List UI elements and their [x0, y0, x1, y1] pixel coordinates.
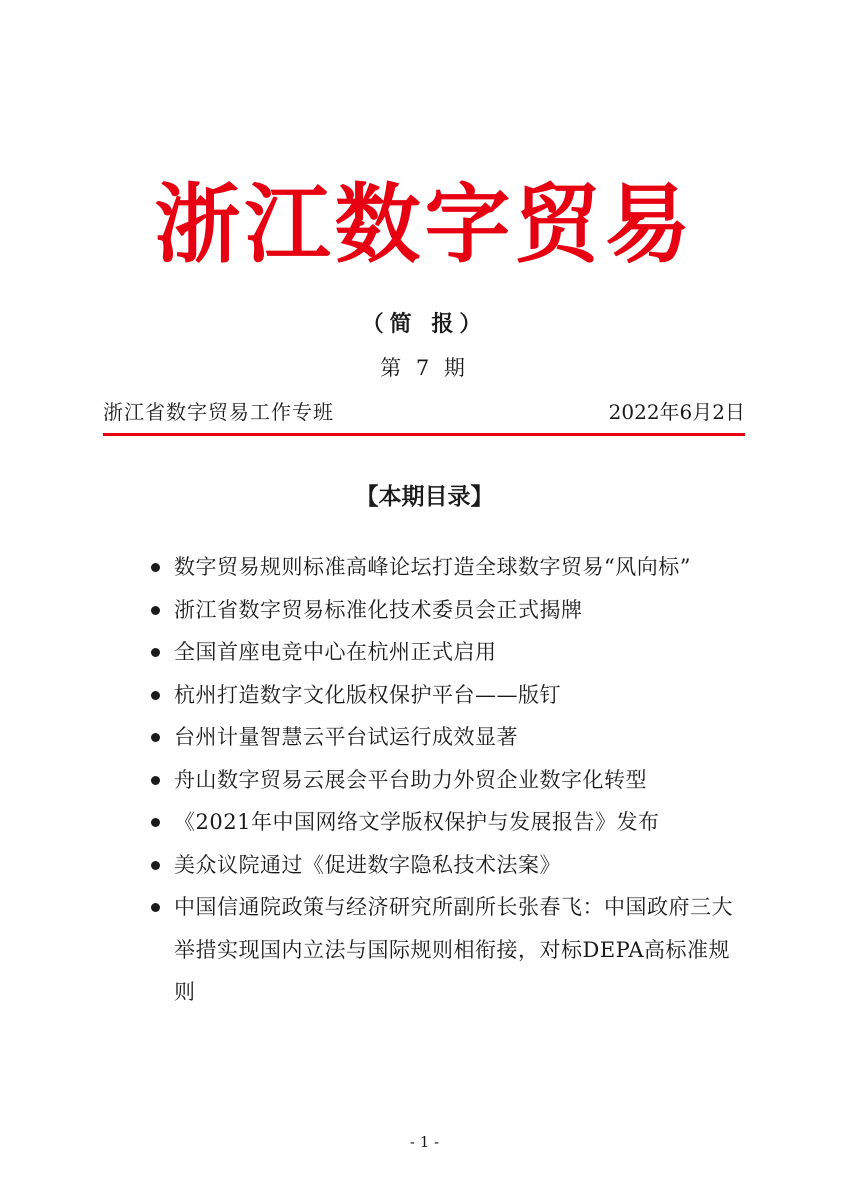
- toc-item: [147, 886, 747, 1014]
- toc-item-text: 浙江省数字贸易标准化技术委员会正式揭牌: [174, 597, 583, 622]
- toc-item: [147, 546, 747, 589]
- toc-heading: 【本期目录】: [355, 484, 494, 510]
- bullet-icon: [151, 776, 160, 785]
- bullet-icon: [151, 861, 160, 870]
- organization-name: 浙江省数字贸易工作专班: [103, 400, 334, 424]
- bulletin-subtitle: （简 报）: [361, 311, 488, 337]
- toc-item-text: 《2021年中国网络文学版权保护与发展报告》发布: [174, 810, 660, 834]
- toc-item-text: 中国信通院政策与经济研究所副所长张春飞：中国政府三大举措实现国内立法与国际规则相衔接，对标DEPA高标准规则: [174, 895, 733, 1004]
- bullet-icon: [151, 563, 160, 572]
- toc-item-text: 台州计量智慧云平台试运行成效显著: [174, 725, 518, 749]
- toc-item-text: 数字贸易规则标准高峰论坛打造全球数字贸易“风向标”: [174, 555, 691, 579]
- bullet-icon: [151, 818, 160, 827]
- bullet-icon: [151, 903, 160, 912]
- bullet-icon: [151, 733, 160, 742]
- toc-item-text: 舟山数字贸易云展会平台助力外贸企业数字化转型: [174, 767, 647, 792]
- toc-item: [147, 844, 747, 887]
- bullet-icon: [151, 606, 160, 615]
- toc-item: [147, 674, 747, 717]
- toc-item: [147, 759, 747, 802]
- red-divider-rule: [103, 433, 745, 436]
- toc-item: [147, 631, 747, 674]
- page-number: - 1 -: [409, 1133, 440, 1151]
- toc-item-text: 全国首座电竞中心在杭州正式启用: [174, 640, 497, 664]
- toc-item: [147, 589, 747, 632]
- toc-item: [147, 801, 747, 844]
- header-info-line: [103, 396, 745, 428]
- toc-item-text: 杭州打造数字文化版权保护平台——版钉: [174, 682, 561, 707]
- bullet-icon: [151, 691, 160, 700]
- issue-number: 第 7 期: [380, 356, 469, 380]
- bullet-icon: [151, 648, 160, 657]
- publish-date: 2022年6月2日: [608, 400, 745, 424]
- toc-item-text: 美众议院通过《促进数字隐私技术法案》: [174, 852, 561, 877]
- masthead-title: 浙江数字贸易: [154, 174, 695, 275]
- table-of-contents: [147, 546, 747, 1014]
- toc-item: [147, 716, 747, 759]
